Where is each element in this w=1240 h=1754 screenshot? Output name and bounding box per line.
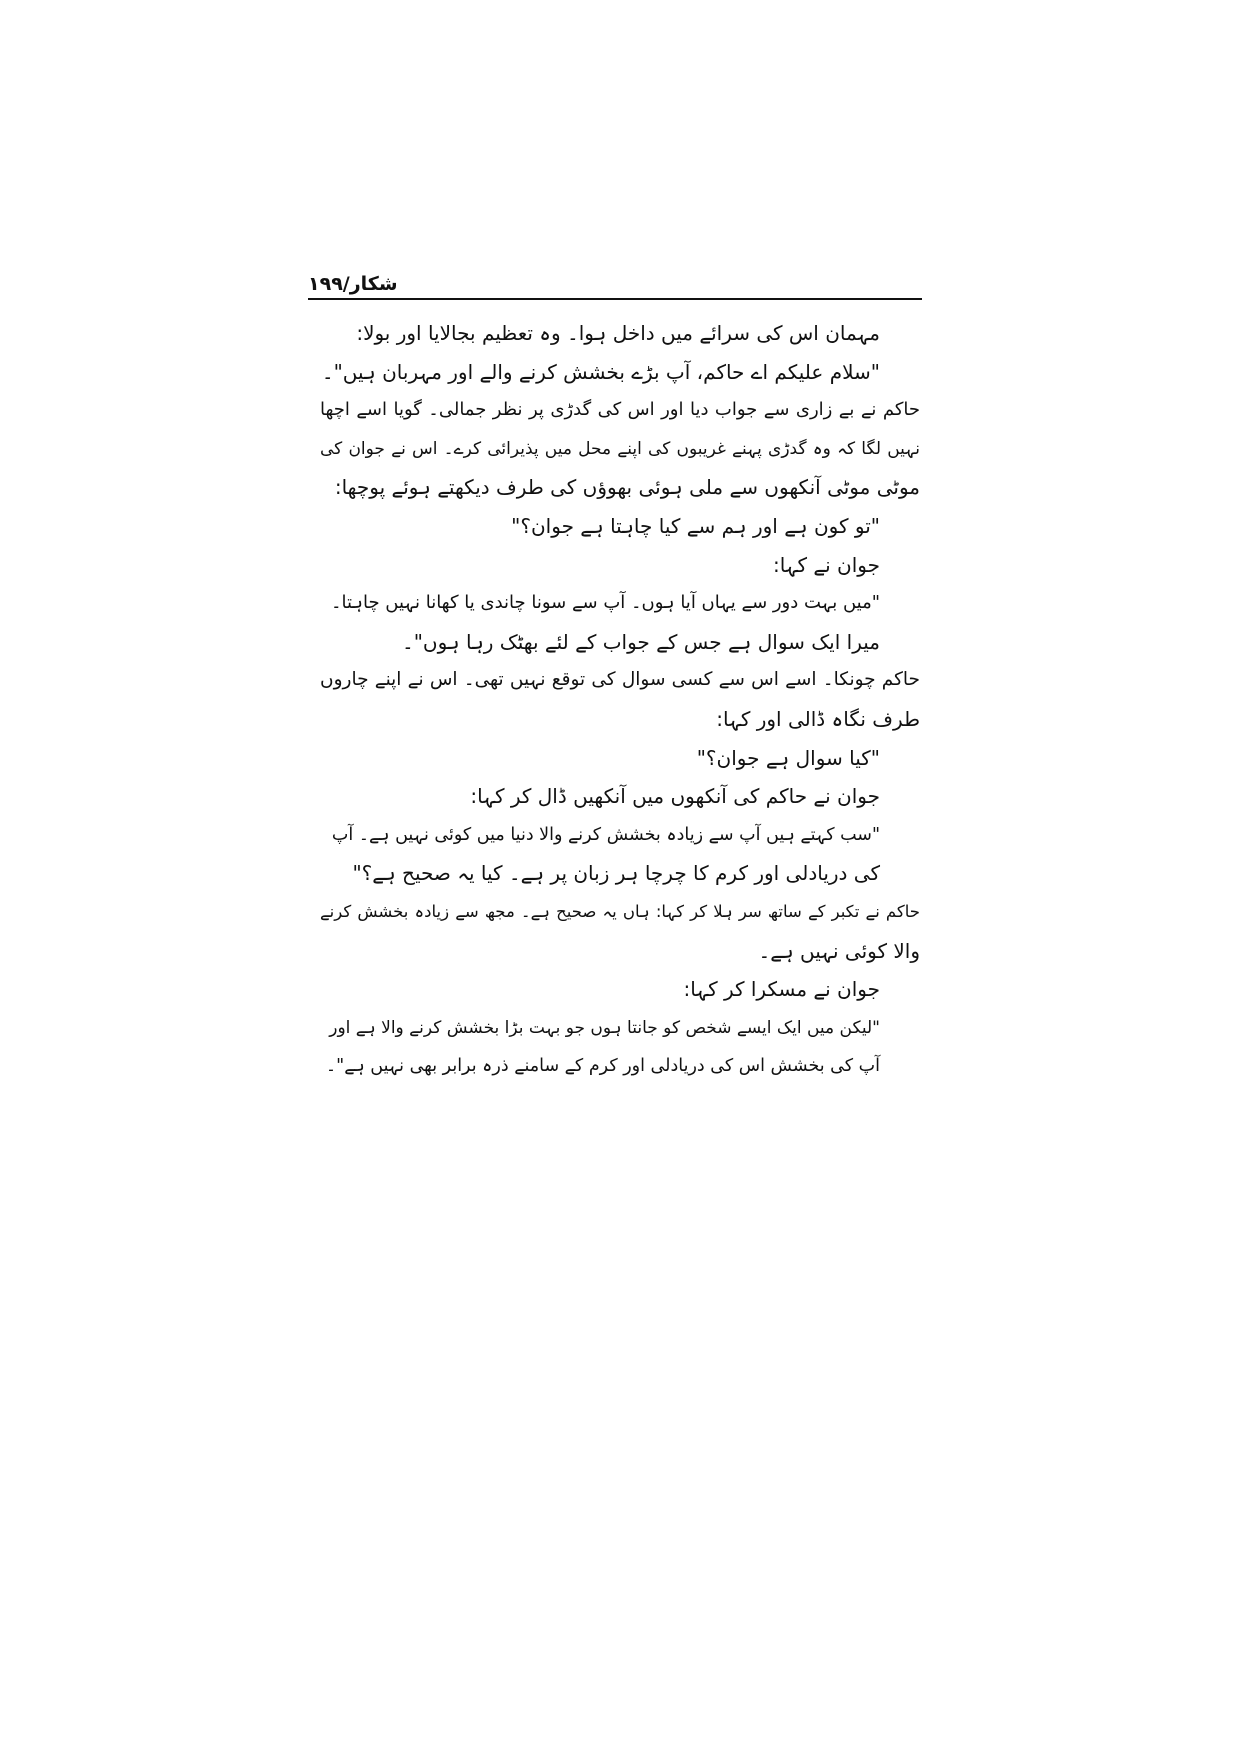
- text-line: حاکم چونکا۔ اسے اس سے کسی سوال کی توقع نہیں تھی۔ اس نے اپنے چاروں: [320, 669, 920, 691]
- text-line: "سب کہتے ہیں آپ سے زیادہ بخشش کرنے والا دنیا میں کوئی نہیں ہے۔ آپ: [331, 824, 880, 845]
- text-line: میرا ایک سوال ہے جس کے جواب کے لئے بھٹک رہا ہوں"۔: [401, 629, 880, 654]
- text-line: جوان نے مسکرا کر کہا:: [683, 977, 880, 1002]
- text-line: "میں بہت دور سے یہاں آیا ہوں۔ آپ سے سونا چاندی یا کھانا نہیں چاہتا۔: [330, 592, 880, 614]
- text-line: طرف نگاہ ڈالی اور کہا:: [716, 706, 920, 731]
- text-line: جوان نے کہا:: [772, 552, 880, 577]
- header-rule: [308, 298, 922, 300]
- text-line: "لیکن میں ایک ایسے شخص کو جانتا ہوں جو بہت بڑا بخشش کرنے والا ہے اور: [329, 1017, 880, 1038]
- text-line: "تو کون ہے اور ہم سے کیا چاہتا ہے جوان؟": [511, 513, 880, 538]
- text-line: موٹی موٹی آنکھوں سے ملی ہوئی بھوؤں کی طرف دیکھتے ہوئے پوچھا:: [334, 475, 920, 500]
- text-line: مہمان اس کی سرائے میں داخل ہوا۔ وہ تعظیم بجالایا اور بولا:: [356, 321, 880, 345]
- text-line: والا کوئی نہیں ہے۔: [758, 938, 920, 963]
- body-text: [320, 314, 920, 1086]
- text-line: "سلام علیکم اے حاکم، آپ بڑے بخشش کرنے والے اور مہربان ہیں"۔: [321, 359, 880, 384]
- text-line: حاکم نے تکبر کے ساتھ سر ہلا کر کہا: ہاں یہ صحیح ہے۔ مجھ سے زیادہ بخشش کرنے: [320, 901, 920, 921]
- text-line: آپ کی بخشش اس کی دریادلی اور کرم کے سامنے ذرہ برابر بھی نہیں ہے"۔: [325, 1056, 880, 1077]
- running-head: [308, 272, 922, 296]
- text-line: کی دریادلی اور کرم کا چرچا ہر زبان پر ہے۔ کیا یہ صحیح ہے؟": [352, 861, 880, 886]
- text-line: نہیں لگا کہ وہ گدڑی پہنے غریبوں کی اپنے محل میں پذیرائی کرے۔ اس نے جوان کی: [320, 438, 920, 459]
- text-line: "کیا سوال ہے جوان؟": [696, 745, 880, 770]
- text-line: جوان نے حاکم کی آنکھوں میں آنکھیں ڈال کر کہا:: [470, 784, 880, 809]
- running-head-text: شکار/۱۹۹: [308, 273, 398, 295]
- text-line: حاکم نے بے زاری سے جواب دیا اور اس کی گدڑی پر نظر جمالی۔ گویا اسے اچھا: [320, 399, 920, 421]
